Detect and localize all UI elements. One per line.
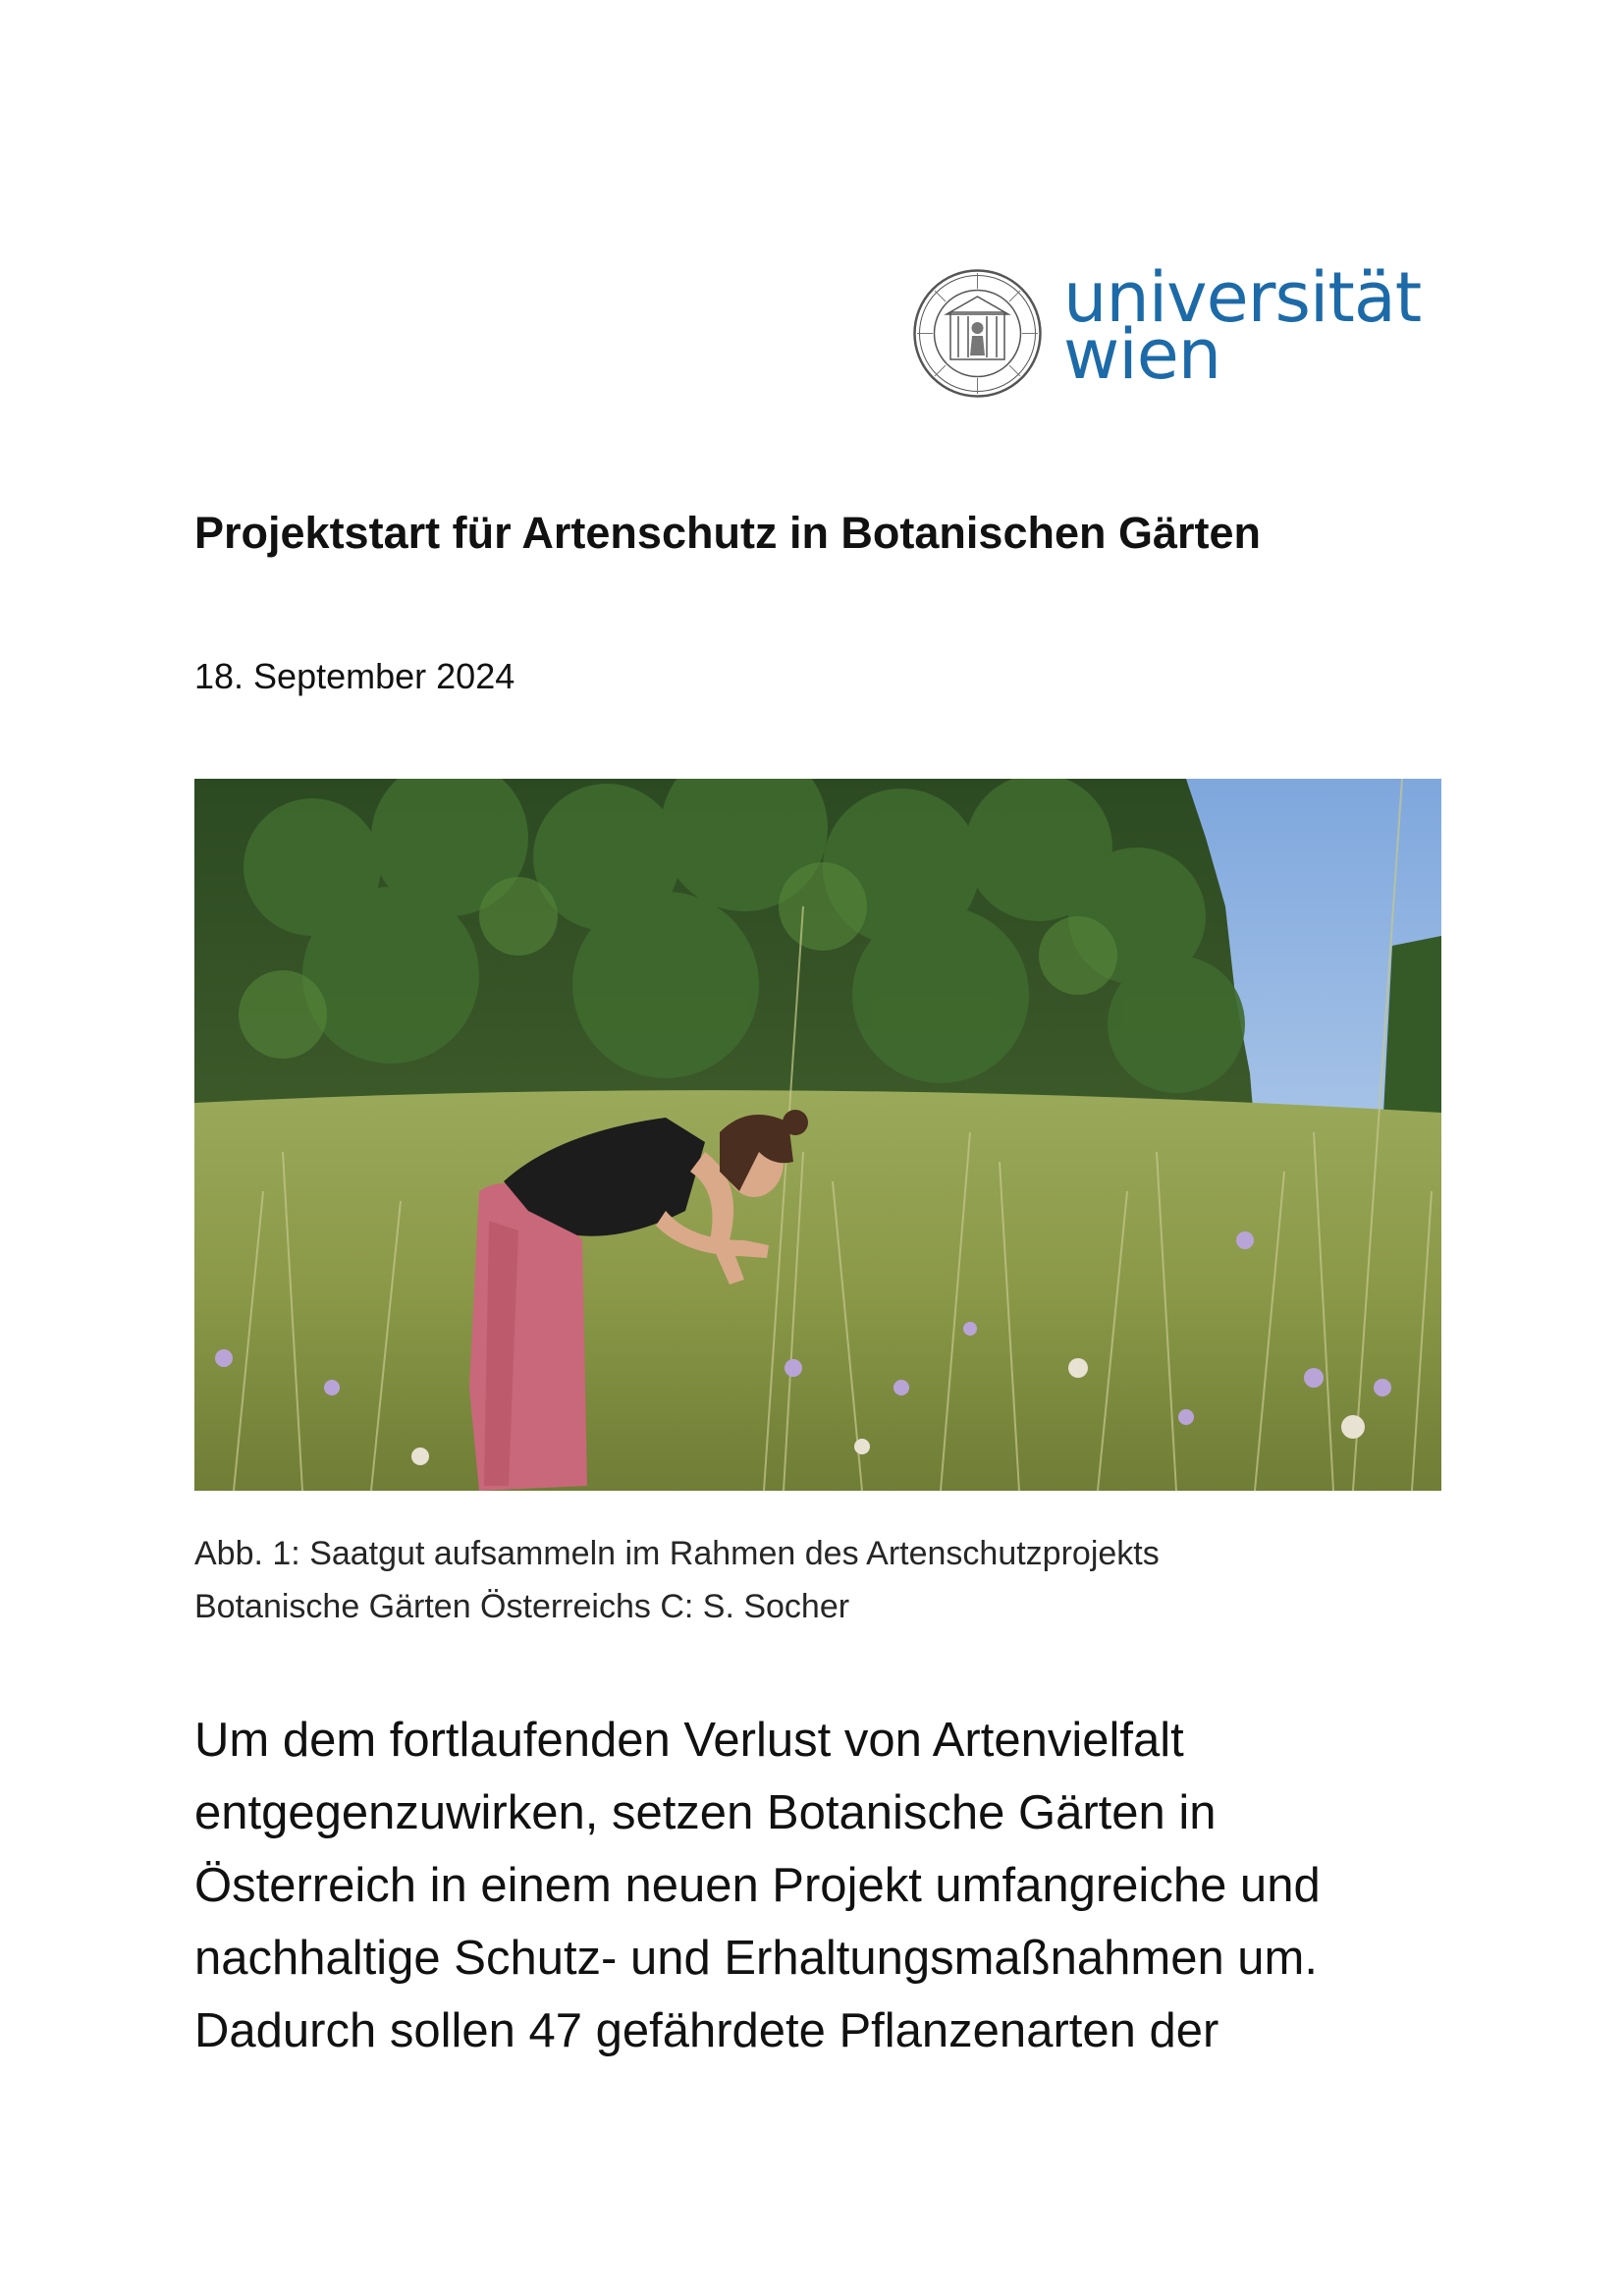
article-title: Projektstart für Artenschutz in Botanischen Gärten [194,508,1262,558]
wordmark-line-2: wien [1063,314,1221,395]
university-logo [911,257,1422,400]
caption-line-1: Abb. 1: Saatgut aufsammeln im Rahmen des Artenschutzprojekts [194,1535,1160,1572]
caption-line-2: Botanische Gärten Österreichs C: S. Socher [194,1588,850,1625]
university-wordmark [1063,257,1422,395]
article-photo [194,779,1441,1491]
university-seal-icon [911,267,1044,400]
meadow-photo-image [194,779,1441,1491]
body-line: Österreich in einem neuen Projekt umfangreiche und [194,1859,1321,1912]
body-line: Dadurch sollen 47 gefährdete Pflanzenarten der [194,2004,1219,2057]
wordmark-line-1: universität [1063,257,1422,338]
figure-caption [194,1527,1471,1633]
body-line: nachhaltige Schutz- und Erhaltungsmaßnahmen um. [194,1932,1318,1985]
article-body [194,1704,1471,2067]
body-line: entgegenzuwirken, setzen Botanische Gärten in [194,1786,1217,1839]
body-line: Um dem fortlaufenden Verlust von Artenvielfalt [194,1714,1184,1767]
article-date: 18. September 2024 [194,656,515,696]
